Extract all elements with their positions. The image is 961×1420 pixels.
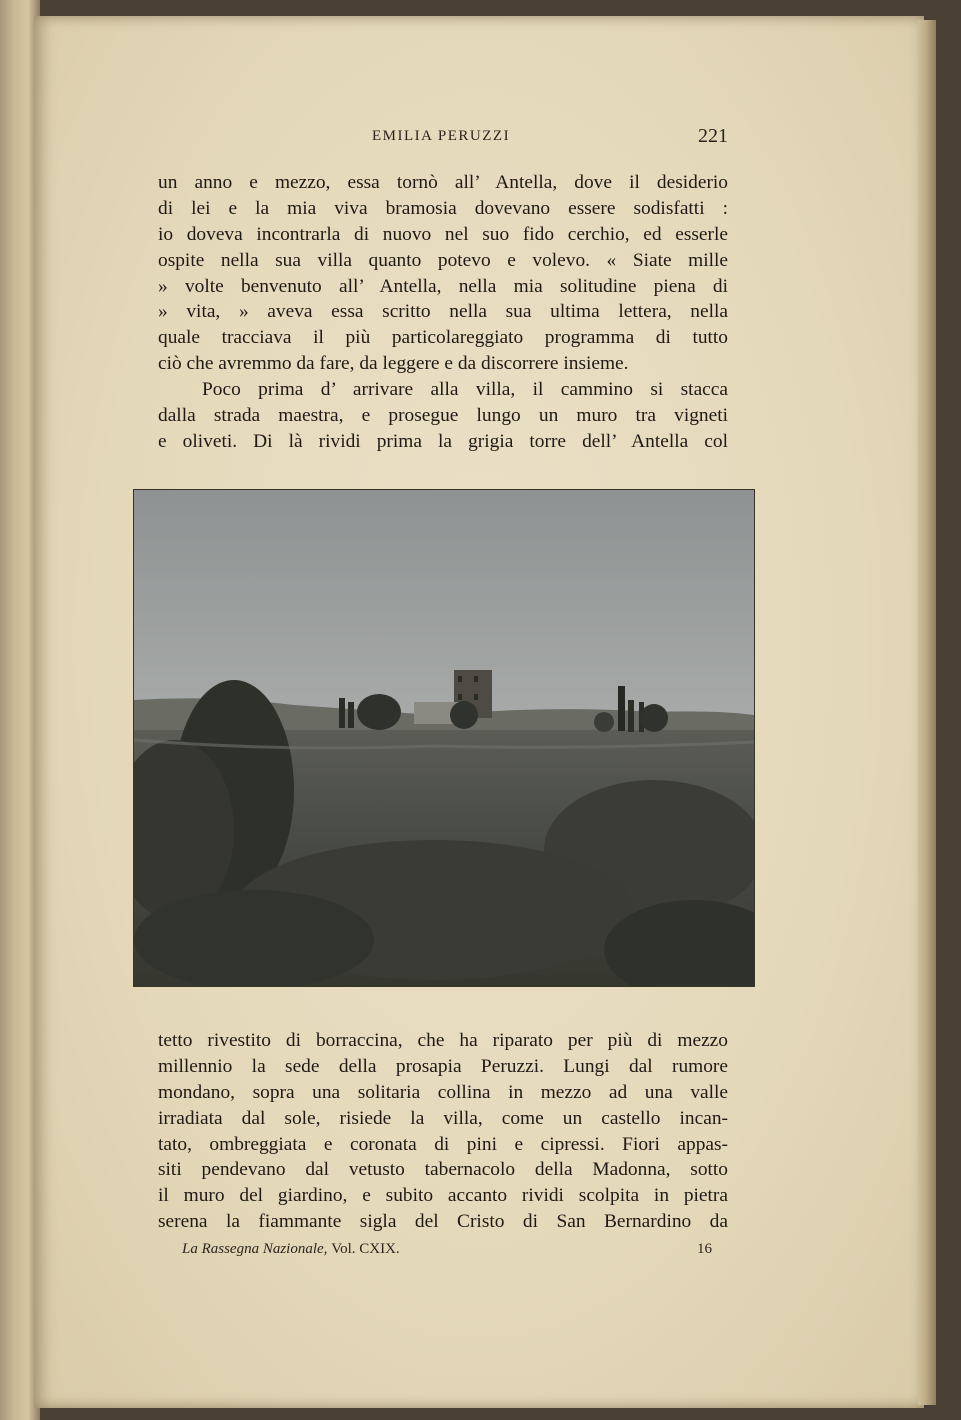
text-line: di lei e la mia viva bramosia dovevano essere sodisfatti : [158,197,728,219]
text-line: siti pendevano dal vetusto tabernacolo della Madonna, sotto [158,1159,728,1181]
running-title: EMILIA PERUZZI [372,128,511,144]
text-line: Poco prima d’ arrivare alla villa, il cammino si stacca [202,379,728,401]
text-block-bottom [158,1028,728,1235]
signature-mark: 16 [697,1241,712,1257]
text-line: quale tracciava il più particolareggiato programma di tutto [158,327,728,349]
halftone-photograph-villa-antella [133,489,755,987]
text-line: » vita, » aveva essa scritto nella sua ultima lettera, nella [158,301,728,323]
text-line: » volte benvenuto all’ Antella, nella mia solitudine piena di [158,275,728,297]
text-line: un anno e mezzo, essa tornò all’ Antella, dove il desiderio [158,172,728,193]
text-line: millennio la sede della prosapia Peruzzi. Lungi dal rumore [158,1055,728,1077]
text-line: irradiata dal sole, risiede la villa, come un castello incan- [158,1107,728,1129]
text-line: e oliveti. Di là rividi prima la grigia torre dell’ Antella col [158,430,728,452]
page-stack-edge [918,20,936,1405]
page-number: 221 [698,125,728,147]
text-line: il muro del giardino, e subito accanto rividi scolpita in pietra [158,1185,728,1207]
text-line: io doveva incontrarla di nuovo nel suo fido cerchio, ed esserle [158,223,728,245]
volume-label: Vol. CXIX. [331,1241,400,1257]
text-line: serena la fiammante sigla del Cristo di San Bernardino da [158,1211,728,1233]
journal-title: La Rassegna Nazionale, [182,1241,328,1257]
text-line: ospite nella sua villa quanto potevo e volevo. « Siate mille [158,249,728,271]
text-block-top [158,170,728,455]
text-line: ciò che avremmo da fare, da leggere e da discorrere insieme. [158,353,629,375]
text-line: tetto rivestito di borraccina, che ha riparato per più di mezzo [158,1030,728,1051]
running-header [158,125,728,154]
text-line: mondano, sopra una solitaria collina in mezzo ad una valle [158,1081,728,1103]
text-line: dalla strada maestra, e prosegue lungo un muro tra vigneti [158,405,728,427]
text-line: tato, ombreggiata e coronata di pini e cipressi. Fiori appas- [158,1133,728,1155]
journal-name [182,1241,400,1258]
